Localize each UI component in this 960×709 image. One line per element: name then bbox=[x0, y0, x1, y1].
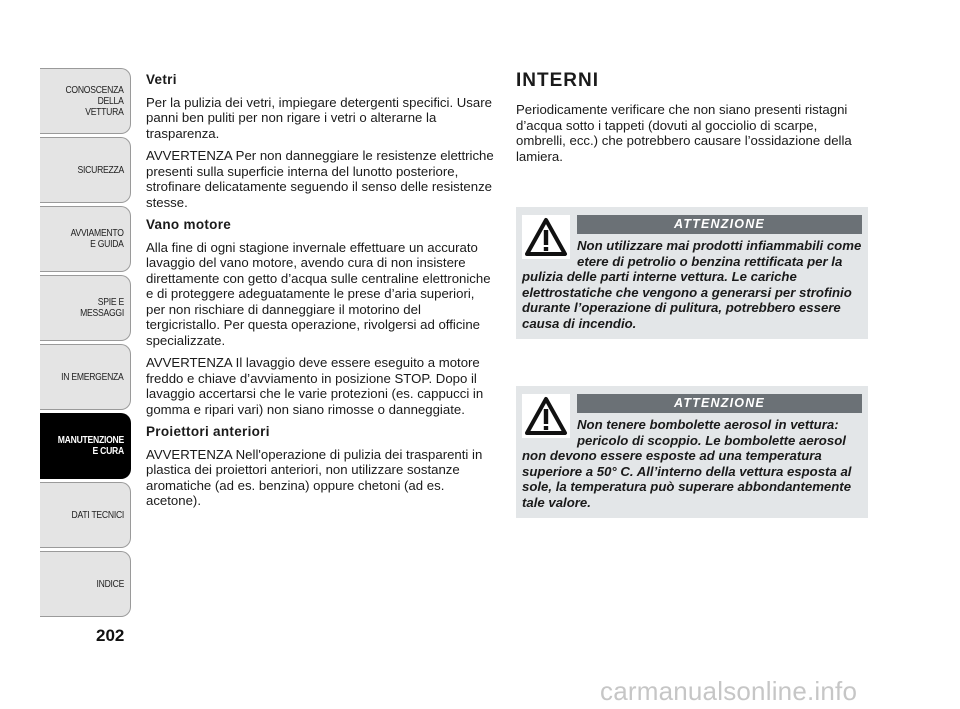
tab-label: CONOSCENZA DELLA VETTURA bbox=[65, 84, 124, 118]
section-title-interni: INTERNI bbox=[516, 70, 599, 91]
warning-triangle-icon bbox=[522, 394, 570, 438]
warning-box bbox=[516, 386, 868, 518]
paragraph: AVVERTENZA Nell'operazione di pulizia dei trasparenti in plastica dei proiettori anteriori, non utilizzare sostanze aromatiche (ad es. benzina) oppure chetoni (ad es. acetone). bbox=[146, 446, 483, 508]
page-number: 202 bbox=[96, 626, 125, 645]
tab-label: SPIE E MESSAGGI bbox=[80, 297, 124, 319]
paragraph: AVVERTENZA Il lavaggio deve essere eseguito a motore freddo e chiave d’avviamento in posizione STOP. Dopo il lavaggio accertarsi che le varie protezioni (es. cappucci in gomma e ripari vari) non siano rimosse o danneggiate. bbox=[146, 355, 484, 417]
paragraph: AVVERTENZA Per non danneggiare le resistenze elettriche presenti sulla superficie interna del lunotto posteriore, strofinare delicatamente seguendo il senso delle resistenze stesse. bbox=[146, 148, 494, 210]
tab-avviamento-e-guida[interactable] bbox=[40, 206, 131, 272]
tab-label: DATI TECNICI bbox=[71, 509, 124, 521]
tab-in-emergenza[interactable] bbox=[40, 344, 131, 410]
paragraph: Alla fine di ogni stagione invernale effettuare un accurato lavaggio del vano motore, avendo cura di non insistere direttamente con getto d’acqua sulle centraline elettroniche e di proteggere adeguatamente le prese d’aria superiori, per non rischiare di danneggiare il motorino del tergicristallo. Per questa operazione, rivolgersi ad officine specializzate. bbox=[146, 239, 491, 348]
section-heading-proiettori: Proiettori anteriori bbox=[146, 424, 270, 439]
tab-conoscenza-della-vettura[interactable] bbox=[40, 68, 131, 134]
warning-text: Non tenere bombolette aerosol in vettura: pericolo di scoppio. Le bombolette aerosol non devono essere esposte ad una temperatura superiore a 50° C. All’interno della vettura esposta al sole, la temperatura può superare abbondantemente tale valore. bbox=[522, 417, 852, 510]
tab-label: MANUTENZIONE E CURA bbox=[57, 435, 124, 457]
warning-banner: ATTENZIONE bbox=[577, 215, 862, 234]
left-column bbox=[146, 72, 494, 516]
tab-label: SICUREZZA bbox=[77, 164, 124, 176]
tab-indice[interactable] bbox=[40, 551, 131, 617]
intro-paragraph: Periodicamente verificare che non siano presenti ristagni d’acqua sotto i tappeti (dovuti al gocciolio di scarpe, ombrelli, ecc.) che potrebbero causare l’ossidazione della lamiera. bbox=[516, 102, 852, 164]
section-heading-vetri: Vetri bbox=[146, 72, 177, 87]
warning-text: Non utilizzare mai prodotti infiammabili come etere di petrolio o benzina rettificata per la pulizia delle parti interne vettura. Le cariche elettrostatiche che vengono a generarsi per strofinio durante l’operazione di pulitura, potrebbero essere causa di incendio. bbox=[522, 238, 862, 331]
tab-label: IN EMERGENZA bbox=[61, 371, 124, 383]
tab-label: AVVIAMENTO E GUIDA bbox=[70, 228, 124, 250]
right-column bbox=[516, 70, 876, 164]
warning-banner: ATTENZIONE bbox=[577, 394, 862, 413]
tab-spie-e-messaggi[interactable] bbox=[40, 275, 131, 341]
tab-sicurezza[interactable] bbox=[40, 137, 131, 203]
tab-label: INDICE bbox=[96, 578, 124, 590]
warning-triangle-icon bbox=[522, 215, 570, 259]
warning-box bbox=[516, 207, 868, 339]
watermark: carmanualsonline.info bbox=[600, 676, 858, 706]
tab-manutenzione-e-cura[interactable] bbox=[40, 413, 131, 479]
tab-dati-tecnici[interactable] bbox=[40, 482, 131, 548]
paragraph: Per la pulizia dei vetri, impiegare detergenti specifici. Usare panni ben puliti per non rigare i vetri o alterarne la trasparenza. bbox=[146, 94, 492, 141]
section-heading-vano-motore: Vano motore bbox=[146, 217, 232, 232]
